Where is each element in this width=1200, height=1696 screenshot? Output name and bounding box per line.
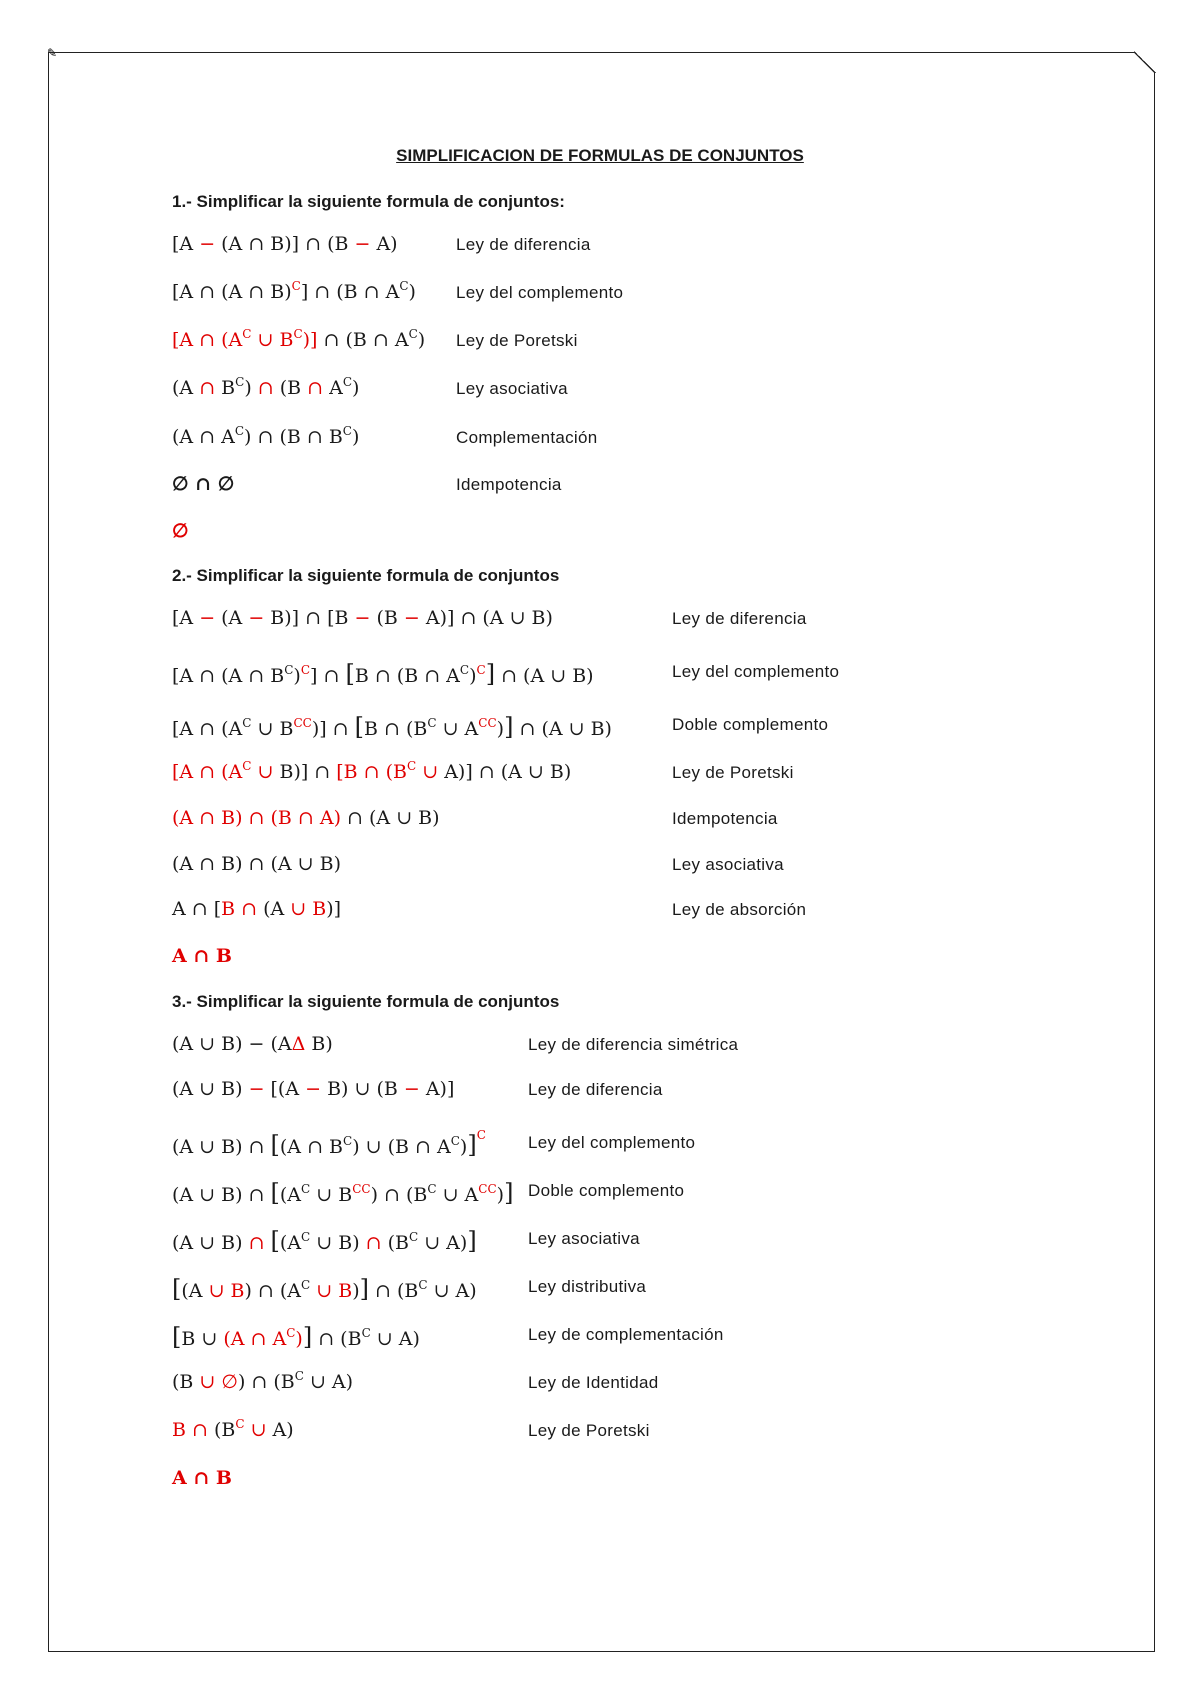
expression: [A ∩ ($A^C$ ∪ $B^{CC}$)] ∩ [B ∩ ($B^C$ ∪ $A^{CC}$)] ∩ (A ∪ B) — [172, 713, 612, 741]
section-3-step-2 — [172, 1078, 1072, 1108]
law-label: Ley distributiva — [528, 1277, 647, 1296]
law-label: Ley de Poretski — [456, 331, 578, 350]
section-3-step-9 — [172, 1419, 1072, 1449]
law-label: Ley de absorción — [672, 900, 807, 919]
law-label: Ley asociativa — [456, 379, 568, 398]
section-1-result: ∅ — [172, 520, 189, 542]
law-label: Idempotencia — [456, 475, 562, 494]
section-3-step-4 — [172, 1179, 1072, 1209]
expression: [(A ∪ B) ∩ ($A^C$ ∪ B)] ∩ ($B^C$ ∪ A) — [172, 1275, 477, 1303]
law-label: Idempotencia — [672, 809, 778, 828]
expression: (A ∪ B) ∩ [($A^C$ ∪ $B^{CC}$) ∩ ($B^C$ ∪ $A^{CC}$)] — [172, 1179, 514, 1207]
expression: A ∩ [B ∩ (A ∪ B)] — [172, 898, 342, 920]
section-1-step-3 — [172, 329, 1072, 359]
section-3-heading: 3.- Simplificar la siguiente formula de conjuntos — [172, 992, 560, 1011]
law-label: Ley asociativa — [528, 1229, 640, 1248]
expression: [A ∩ (A ∩ B)$^C$] ∩ (B ∩ $A^C$) — [172, 279, 416, 303]
section-3-result: A ∩ B — [172, 1467, 232, 1489]
law-label: Ley de diferencia — [528, 1080, 663, 1099]
section-3-step-3 — [172, 1128, 1072, 1161]
expression: (A ∪ B) ∩ [(A ∩ $B^C$) ∪ (B ∩ $A^C)]^C$ — [172, 1128, 486, 1159]
page-title: SIMPLIFICACION DE FORMULAS DE CONJUNTOS — [396, 146, 804, 165]
section-1-step-5 — [172, 426, 1072, 456]
expression: (A ∩ $B^C$) ∩ (B ∩ $A^C$) — [172, 375, 360, 399]
section-2-step-6 — [172, 853, 1072, 883]
section-3-step-7 — [172, 1323, 1072, 1353]
section-2-step-4 — [172, 761, 1072, 791]
expression: [A ∩ ($A^C$ ∪ $B^C$)] ∩ (B ∩ $A^C$) — [172, 327, 426, 351]
law-label: Ley del complemento — [672, 662, 840, 681]
law-label: Ley del complemento — [528, 1133, 696, 1152]
law-label: Ley de complementación — [528, 1325, 724, 1344]
section-1-step-4 — [172, 377, 1072, 407]
expression: (A ∩ $A^C$) ∩ (B ∩ $B^C$) — [172, 424, 360, 448]
expression: (A ∩ B) ∩ (A ∪ B) — [172, 853, 342, 875]
law-label: Ley de diferencia — [456, 235, 591, 254]
expression: [A ∩ (A ∩ $B^C)^C$] ∩ [B ∩ (B ∩ $A^C)^C$] ∩ (A ∪ B) — [172, 660, 594, 688]
expression: (A ∩ B) ∩ (B ∩ A) ∩ (A ∪ B) — [172, 807, 440, 829]
law-label: Ley de diferencia — [672, 609, 807, 628]
section-3-step-8 — [172, 1371, 1072, 1401]
section-1-step-1 — [172, 233, 1072, 263]
section-2-step-5 — [172, 807, 1072, 837]
expression: (A ∪ B) − [(A − B) ∪ (B − A)] — [172, 1078, 455, 1100]
pin-icon: ✎ — [47, 46, 58, 60]
section-2-heading: 2.- Simplificar la siguiente formula de conjuntos — [172, 566, 560, 585]
law-label: Ley asociativa — [672, 855, 784, 874]
expression: (A ∪ B) − (AΔ B) — [172, 1033, 333, 1055]
law-label: Complementación — [456, 428, 598, 447]
law-label: Ley de Poretski — [528, 1421, 650, 1440]
law-label: Doble complemento — [528, 1181, 685, 1200]
law-label: Ley del complemento — [456, 283, 624, 302]
section-2-step-2 — [172, 660, 1072, 690]
section-1-heading: 1.- Simplificar la siguiente formula de conjuntos: — [172, 192, 565, 211]
section-1-step-6 — [172, 473, 1072, 503]
section-2-step-1 — [172, 607, 1072, 637]
expression: [A ∩ ($A^C$ ∪ B)] ∩ [B ∩ ($B^C$ ∪ A)] ∩ (A ∪ B) — [172, 759, 572, 783]
expression: (A ∪ B) ∩ [($A^C$ ∪ B) ∩ ($B^C$ ∪ A)] — [172, 1227, 477, 1255]
section-2-step-3 — [172, 713, 1072, 743]
section-2-step-7 — [172, 898, 1072, 928]
expression: (B ∪ ∅) ∩ ($B^C$ ∪ A) — [172, 1369, 354, 1393]
law-label: Ley de Poretski — [672, 763, 794, 782]
expression: ∅ ∩ ∅ — [172, 473, 235, 495]
law-label: Ley de diferencia simétrica — [528, 1035, 739, 1054]
section-3-step-5 — [172, 1227, 1072, 1257]
expression: B ∩ ($B^C$ ∪ A) — [172, 1417, 294, 1441]
section-3-step-6 — [172, 1275, 1072, 1305]
expression: [A − (A ∩ B)] ∩ (B − A) — [172, 233, 398, 255]
section-1-step-2 — [172, 281, 1072, 311]
law-label: Doble complemento — [672, 715, 829, 734]
section-2-result: A ∩ B — [172, 945, 232, 967]
section-3-step-1 — [172, 1033, 1072, 1063]
law-label: Ley de Identidad — [528, 1373, 659, 1392]
expression: [B ∪ (A ∩ $A^C$)] ∩ ($B^C$ ∪ A) — [172, 1323, 420, 1351]
expression: [A − (A − B)] ∩ [B − (B − A)] ∩ (A ∪ B) — [172, 607, 553, 629]
